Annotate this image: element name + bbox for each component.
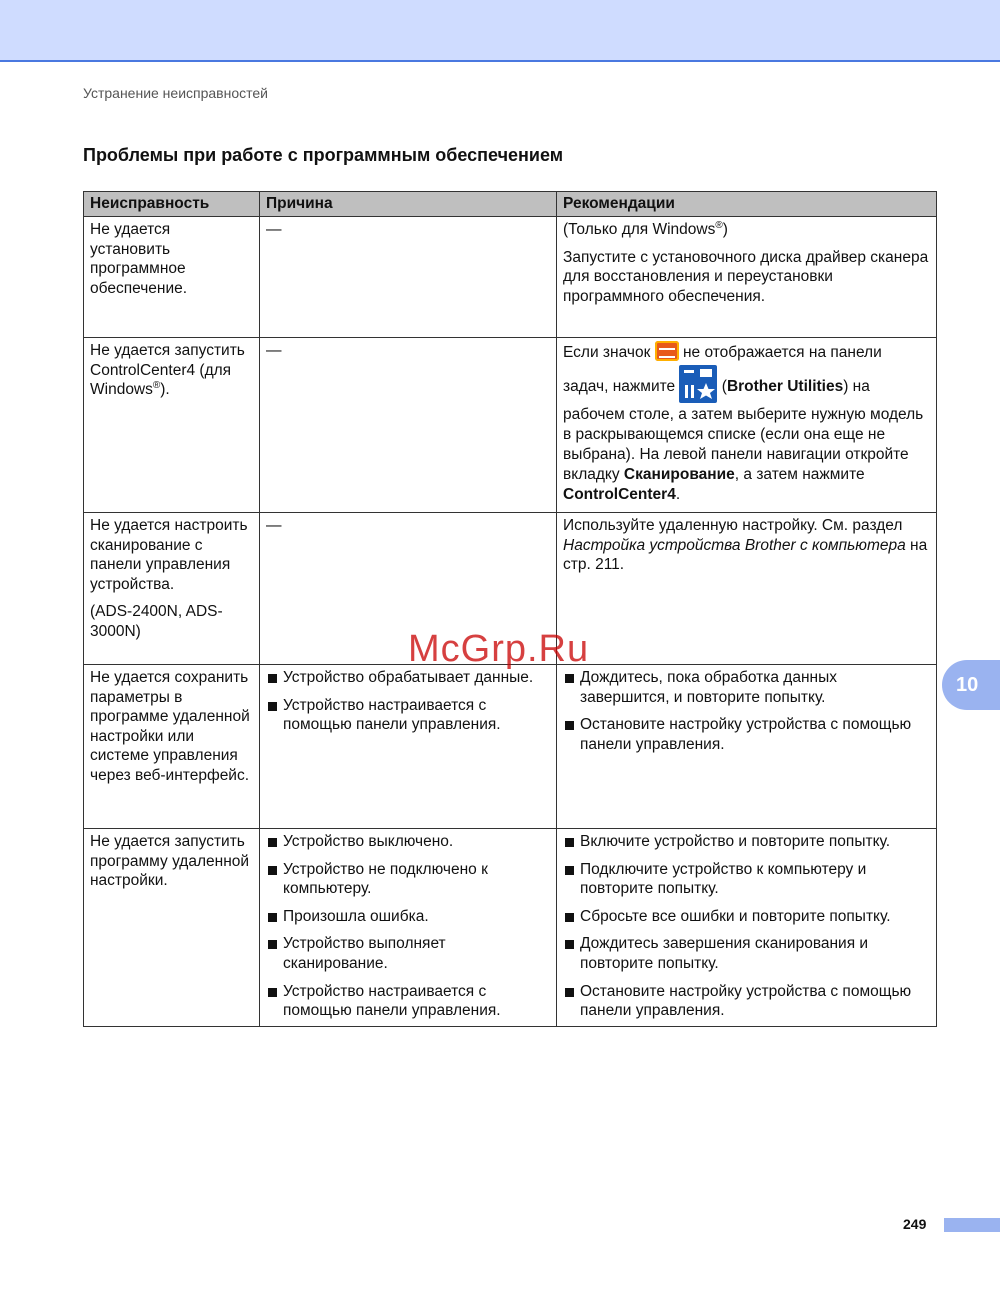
cause-list bbox=[266, 832, 550, 1021]
cause-cell bbox=[260, 217, 557, 338]
rec-text: . bbox=[675, 486, 681, 503]
brother-utilities-icon bbox=[679, 365, 717, 403]
problem-cell bbox=[84, 513, 260, 665]
cause-text: — bbox=[266, 221, 282, 238]
list-item: Устройство настраивается с помощью панели управления. bbox=[266, 982, 550, 1021]
table-row bbox=[84, 513, 937, 665]
troubleshooting-table bbox=[83, 191, 937, 1027]
table-row bbox=[84, 829, 937, 1027]
column-header-cause: Причина bbox=[260, 192, 557, 217]
table-row bbox=[84, 338, 937, 513]
list-item: Устройство обрабатывает данные. bbox=[266, 668, 550, 688]
problem-cell bbox=[84, 829, 260, 1027]
list-item: Подключите устройство к компьютеру и повторите попытку. bbox=[563, 860, 930, 899]
cause-cell bbox=[260, 513, 557, 665]
recommendation-text: Запустите с установочного диска драйвер сканера для восстановления и переустановки программного обеспечения. bbox=[563, 248, 929, 305]
recommendation-cell bbox=[557, 829, 937, 1027]
recommendation-cell bbox=[557, 513, 937, 665]
problem-cell bbox=[84, 217, 260, 338]
registered-mark: ® bbox=[152, 380, 161, 392]
cause-cell bbox=[260, 829, 557, 1027]
page-number: 249 bbox=[903, 1216, 927, 1232]
controlcenter4-icon bbox=[655, 341, 679, 361]
rec-text: Используйте удаленную настройку. См. раздел bbox=[563, 517, 903, 534]
list-item: Устройство не подключено к компьютеру. bbox=[266, 860, 550, 899]
cause-text: — bbox=[266, 517, 282, 534]
recommendation-list bbox=[563, 668, 930, 754]
list-item: Устройство выполняет сканирование. bbox=[266, 934, 550, 973]
cause-text: — bbox=[266, 342, 282, 359]
brother-utilities-label: Brother Utilities bbox=[726, 378, 844, 395]
watermark: McGrp.Ru bbox=[408, 628, 590, 670]
rec-text: ) bbox=[722, 221, 728, 238]
header-band bbox=[0, 0, 1000, 62]
recommendation-cell bbox=[557, 338, 937, 513]
list-item: Остановите настройку устройства с помощью панели управления. bbox=[563, 715, 930, 754]
rec-text: (Только для Windows bbox=[563, 221, 716, 238]
list-item: Произошла ошибка. bbox=[266, 907, 550, 927]
column-header-problem: Неисправность bbox=[84, 192, 260, 217]
cause-list bbox=[266, 668, 550, 735]
problem-text: Не удается запустить программу удаленной настройки. bbox=[90, 833, 250, 890]
rec-text: ) на рабочем столе, а затем выберите нужную модель в раскрывающемся списке (если она еще не выбрана). На левой панели навигации откройте вкладку bbox=[563, 378, 924, 483]
rec-text: , а затем нажмите bbox=[734, 466, 865, 483]
list-item: Устройство выключено. bbox=[266, 832, 550, 852]
problem-text: Не удается настроить сканирование с панели управления устройства. bbox=[90, 517, 248, 593]
problem-cell bbox=[84, 665, 260, 829]
rec-text: на стр. 211. bbox=[563, 536, 928, 574]
recommendation-cell bbox=[557, 665, 937, 829]
problem-text: Не удается запустить ControlCenter4 (для Windows bbox=[90, 342, 245, 399]
recommendation-note bbox=[563, 220, 930, 240]
rec-text: не отображается на панели задач, нажмите bbox=[563, 344, 882, 395]
table-row bbox=[84, 217, 937, 338]
list-item: Остановите настройку устройства с помощью панели управления. bbox=[563, 982, 930, 1021]
scan-tab-label: Сканирование bbox=[623, 466, 735, 483]
table-row bbox=[84, 665, 937, 829]
recommendation-list bbox=[563, 832, 930, 1021]
cross-reference-link[interactable]: Настройка устройства Brother с компьютера bbox=[563, 536, 906, 554]
registered-mark: ® bbox=[715, 219, 723, 231]
section-title: Проблемы при работе с программным обеспечением bbox=[83, 145, 564, 165]
recommendation-cell bbox=[557, 217, 937, 338]
table-header-row bbox=[84, 192, 937, 217]
chapter-tab[interactable]: 10 bbox=[942, 660, 1000, 710]
list-item: Устройство настраивается с помощью панели управления. bbox=[266, 696, 550, 735]
problem-text: ). bbox=[160, 381, 170, 399]
cause-cell bbox=[260, 665, 557, 829]
rec-text: ( bbox=[721, 378, 727, 395]
list-item: Дождитесь завершения сканирования и повторите попытку. bbox=[563, 934, 930, 973]
problem-text: Не удается сохранить параметры в программе удаленной настройки или системе управления через веб-интерфейс. bbox=[90, 669, 250, 784]
running-head: Устранение неисправностей bbox=[83, 85, 268, 101]
problem-models: (ADS-2400N, ADS-3000N) bbox=[90, 603, 223, 640]
list-item: Включите устройство и повторите попытку. bbox=[563, 832, 930, 852]
list-item: Сбросьте все ошибки и повторите попытку. bbox=[563, 907, 930, 927]
problem-text: Не удается установить программное обеспечение. bbox=[90, 221, 188, 297]
list-item: Дождитесь, пока обработка данных завершится, и повторите попытку. bbox=[563, 668, 930, 707]
cause-cell bbox=[260, 338, 557, 513]
page-number-bar bbox=[944, 1218, 1000, 1232]
problem-cell bbox=[84, 338, 260, 513]
rec-text: Если значок bbox=[563, 344, 651, 361]
column-header-recommendation: Рекомендации bbox=[557, 192, 937, 217]
controlcenter4-label: ControlCenter4 bbox=[563, 486, 676, 503]
